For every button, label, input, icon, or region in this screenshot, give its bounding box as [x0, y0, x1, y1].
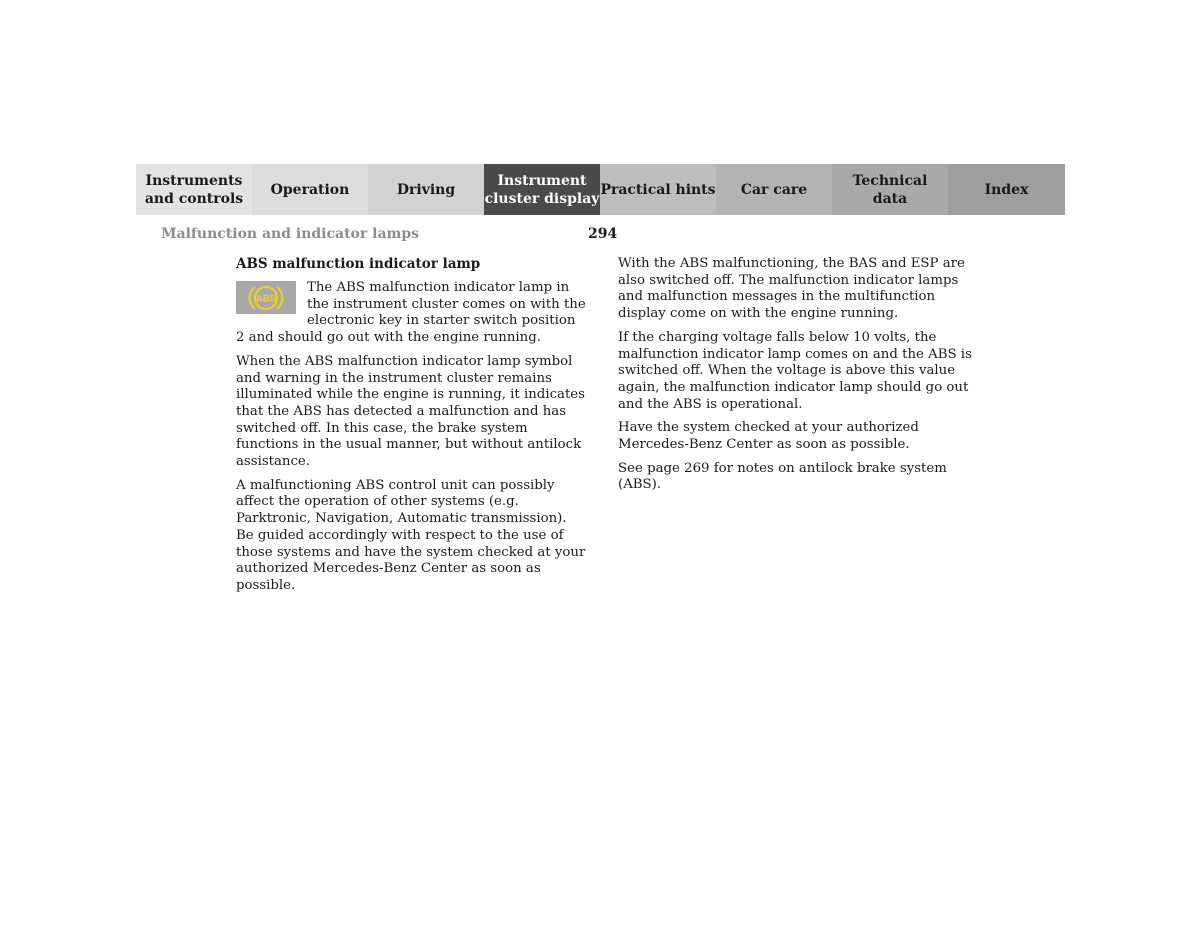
- abs-lamp-intro: [236, 280, 586, 347]
- tab-index[interactable]: Index: [948, 164, 1065, 215]
- abs-lamp-paragraph-3: A malfunctioning ABS control unit can possibly affect the operation of other systems (e.g. Parktronic, Navigation, Automatic transmission). Be guided accordingly with respect to the use of those systems and have the system checked at your authorized Mercedes-Benz Center as soon as possible.: [236, 477, 586, 593]
- tab-instrument-cluster-display[interactable]: Instrument cluster display: [484, 164, 600, 215]
- right-paragraph-2: If the charging voltage falls below 10 volts, the malfunction indicator lamp comes on and the ABS is switched off. When the voltage is above this value again, the malfunction indicator lamp should go out and the ABS is operational.: [618, 329, 972, 412]
- right-paragraph-1: With the ABS malfunctioning, the BAS and ESP are also switched off. The malfunction indicator lamps and malfunction messages in the multifunction display come on with the engine running.: [618, 256, 965, 322]
- abs-warning-icon: [236, 281, 296, 314]
- abs-lamp-paragraph-1: The ABS malfunction indicator lamp in the instrument cluster comes on with the electronic key in starter switch position 2 and should go out with the engine running.: [236, 280, 586, 346]
- chapter-tabs: [136, 164, 1065, 215]
- abs-icon-label: ABS: [255, 293, 277, 304]
- tab-car-care[interactable]: Car care: [716, 164, 832, 215]
- tab-operation[interactable]: Operation: [252, 164, 368, 215]
- right-paragraph-3: Have the system checked at your authorized Mercedes-Benz Center as soon as possible.: [618, 420, 919, 453]
- abs-lamp-paragraph-2: When the ABS malfunction indicator lamp symbol and warning in the instrument cluster remains illuminated while the engine is running, it indicates that the ABS has detected a malfunction and has switched off. In this case, the brake system functions in the usual manner, but without antilock assistance.: [236, 353, 585, 470]
- page-number: 294: [588, 226, 618, 242]
- right-paragraph-4: See page 269 for notes on antilock brake system (ABS).: [618, 460, 947, 493]
- left-column: [236, 256, 586, 602]
- section-title: Malfunction and indicator lamps: [161, 226, 420, 242]
- tab-technical-data[interactable]: Technical data: [832, 164, 948, 215]
- right-column: [618, 256, 978, 501]
- tab-driving[interactable]: Driving: [368, 164, 484, 215]
- tab-instruments-and-controls[interactable]: Instruments and controls: [136, 164, 252, 215]
- abs-warning-icon-graphic: [246, 283, 286, 313]
- tab-practical-hints[interactable]: Practical hints: [600, 164, 716, 215]
- abs-lamp-heading: ABS malfunction indicator lamp: [236, 256, 481, 272]
